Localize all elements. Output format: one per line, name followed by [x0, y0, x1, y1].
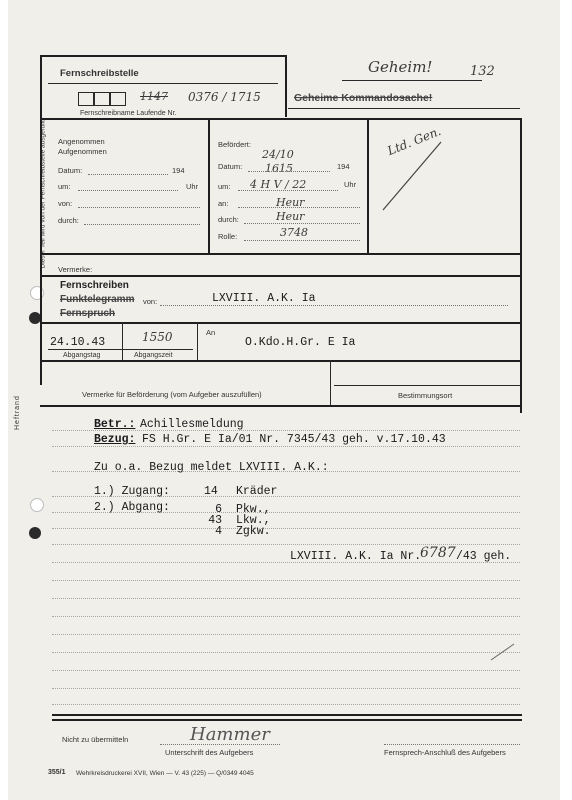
row-type: Pkw., — [236, 503, 271, 516]
received-time-unit: Uhr — [186, 182, 199, 191]
running-number-struck: 1147 — [140, 90, 168, 103]
destination-label: Bestimmungsort — [398, 391, 453, 400]
remarks-label: Vermerke: — [58, 265, 93, 274]
forwarded-year: 194 — [337, 162, 350, 171]
dispatch-time-label: Abgangszeit — [134, 352, 173, 359]
to-label: An — [206, 328, 216, 337]
received-title-1: Angenommen — [58, 137, 105, 146]
pencil-stroke — [375, 138, 445, 218]
intro-line: Zu o.a. Bezug meldet LXVIII. A.K.: — [94, 461, 329, 474]
not-transmit: Nicht zu übermitteln — [62, 735, 129, 744]
forwarded-to-label: an: — [218, 199, 229, 208]
crossed-classification: Geheime Kommandosache! — [294, 92, 433, 104]
classification-handwritten: Geheim! — [368, 58, 433, 76]
item-2-label: 2.) Abgang: — [94, 501, 170, 514]
forwarded-date: 24/10 — [262, 148, 294, 161]
forwarded-to: Heur — [276, 196, 305, 209]
forwarded-role-label: Rolle: — [218, 232, 238, 241]
from-label: von: — [143, 297, 158, 306]
received-time-label: um: — [58, 182, 71, 191]
sign-off-tail: /43 geh. — [456, 550, 512, 563]
reference-value: FS H.Gr. E Ia/01 Nr. 7345/43 geh. v.17.10.43 — [142, 433, 446, 446]
forwarded-time-unit: Uhr — [344, 180, 357, 189]
item-1-type: Kräder — [236, 485, 278, 498]
signature-label: Unterschrift des Aufgebers — [165, 748, 254, 757]
to-value: O.Kdo.H.Gr. E Ia — [245, 336, 356, 349]
telex-form-sheet — [8, 0, 560, 800]
form-number: 355/1 — [48, 769, 66, 776]
received-title-2: Aufgenommen — [58, 147, 107, 156]
forwarded-date-label: Datum: — [218, 162, 243, 171]
station-box — [78, 92, 94, 106]
forwarded-via: Heur — [276, 210, 305, 223]
forwarded-role: 3748 — [280, 226, 308, 239]
sign-off: LXVIII. A.K. Ia Nr. — [290, 550, 422, 563]
item-1-qty: 14 — [204, 485, 218, 498]
forwarded-time: 4 H V / 22 — [250, 178, 307, 191]
corner-note: Ltd. Gen. — [385, 123, 443, 159]
heftrand-label: Heftrand — [14, 395, 21, 430]
forwarded-time-label: um: — [218, 182, 231, 191]
row-type: Lkw., — [236, 514, 271, 527]
station-title: Fernschreibstelle — [60, 68, 139, 79]
pencil-mark — [488, 640, 518, 664]
phone-label: Fernsprech-Anschluß des Aufgebers — [384, 748, 506, 757]
message-type-phone: Fernspruch — [60, 308, 116, 319]
punch-hole — [30, 498, 44, 512]
station-box — [110, 92, 126, 106]
from-value: LXVIII. A.K. Ia — [212, 292, 316, 305]
subject-value: Achillesmeldung — [140, 418, 244, 431]
message-type-radio: Funktelegramm — [60, 294, 135, 305]
reference-label: Bezug: — [94, 433, 136, 446]
forwarded-via-label: durch: — [218, 215, 239, 224]
classification-number: 132 — [470, 64, 495, 79]
signature: Hammer — [190, 724, 270, 745]
forwarded-date-2: 1615 — [265, 162, 293, 175]
message-type-telex: Fernschreiben — [60, 280, 129, 291]
sign-off-number: 6787 — [420, 545, 456, 561]
printer-line: Wehrkreisdruckerei XVII, Wien — V. 43 (225) — Q/0349 4045 — [76, 770, 254, 777]
station-box — [94, 92, 110, 106]
dispatch-date: 24.10.43 — [50, 336, 106, 349]
dispatch-time: 1550 — [142, 330, 173, 344]
received-year: 194 — [172, 166, 185, 175]
forwarding-note: Vermerke für Beförderung (vom Aufgeber auszufüllen) — [82, 390, 262, 399]
running-number: 0376 / 1715 — [188, 90, 261, 104]
punch-hole — [29, 527, 41, 539]
station-sub: Fernschreibname Laufende Nr. — [80, 110, 177, 117]
margin-note: Dieser Teil wird von der Fernschreibstelle ausgefüllt — [39, 120, 47, 269]
subject-label: Betr.: — [94, 418, 136, 431]
row-type: Zgkw. — [236, 525, 271, 538]
received-date-label: Datum: — [58, 166, 83, 175]
item-1-label: 1.) Zugang: — [94, 485, 170, 498]
forwarded-title: Befördert: — [218, 140, 251, 149]
received-from-label: von: — [58, 199, 73, 208]
dispatch-date-label: Abgangstag — [63, 352, 101, 359]
received-via-label: durch: — [58, 216, 79, 225]
